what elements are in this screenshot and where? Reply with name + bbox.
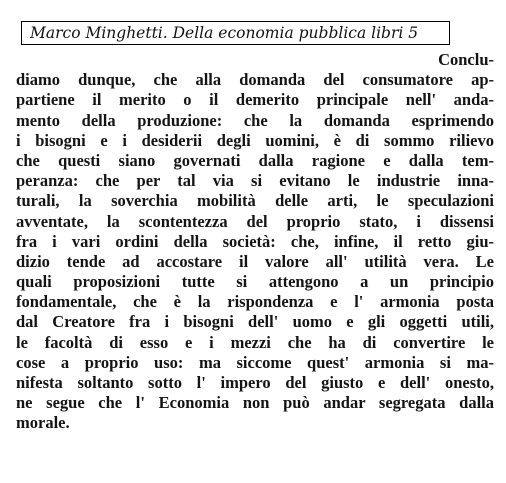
document-title: Marco Minghetti. Della economia pubblica libri 5: [21, 21, 450, 45]
text-line: partiene il merito o il demerito principale nell' anda-: [16, 90, 494, 110]
text-line: mento della produzione: che la domanda esprimendo: [16, 110, 494, 130]
text-line: che questi siano governati dalla ragione e dalla tem-: [16, 150, 494, 170]
text-passage: [16, 50, 494, 434]
text-line: i bisogni e i desiderii degli uomini, è di sommo rilievo: [16, 130, 494, 150]
text-line: dizio tende ad accostare il valore all' utilità vera. Le: [16, 251, 494, 271]
text-line: Conclu-: [438, 50, 494, 69]
text-line: turali, la soverchia mobilità delle arti, le speculazioni: [16, 191, 494, 211]
text-line: ne segue che l' Economia non può andar segregata dalla: [16, 393, 494, 413]
text-line: fondamentale, che è la rispondenza e l' armonia posta: [16, 292, 494, 312]
text-line: nifesta soltanto sotto l' impero del giusto e dell' onesto,: [16, 373, 494, 392]
text-line: diamo dunque, che alla domanda del consumatore ap-: [16, 70, 494, 90]
text-line: avventate, la scontentezza del proprio stato, i dissensi: [16, 211, 494, 231]
text-line: le facoltà di esso e i mezzi che ha di convertire le: [16, 332, 494, 352]
text-line: dal Creatore fra i bisogni dell' uomo e gli oggetti utili,: [16, 312, 494, 332]
text-line: morale.: [16, 413, 70, 433]
text-line: peranza: che per tal via si evitano le industrie inna-: [16, 171, 494, 191]
text-line: quali proposizioni tutte si attengono a un principio: [16, 272, 494, 292]
text-line: cose a proprio uso: ma siccome quest' armonia si ma-: [16, 352, 494, 372]
text-line: fra i vari ordini della società: che, infine, il retto giu-: [16, 231, 494, 251]
